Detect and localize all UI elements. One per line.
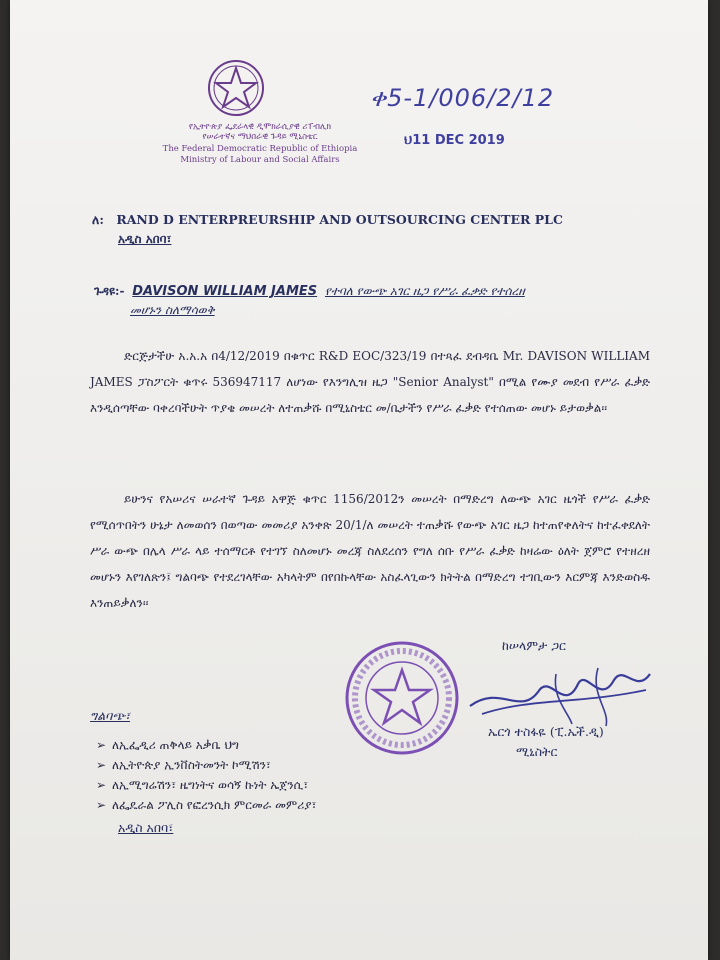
letter-date: ህ11 DEC 2019 <box>404 133 505 148</box>
cc-item: ➢ ለኢሚግሬሽን፣ ዜግነትና ወሳኝ ኩነት ኤጀንሲ፣ <box>96 778 309 792</box>
arrow-right-icon: ➢ <box>96 758 107 772</box>
cc-label: ግልባጭ፣ <box>90 708 131 723</box>
subject-line-2: መሆኑን ስለማሳወቅ <box>130 303 215 317</box>
addressee-company: RAND D ENTERPREURSHIP AND OUTSOURCING CENTER PLC <box>116 212 563 227</box>
cc-city: አዲስ አበባ፣ <box>118 820 174 835</box>
cc-item: ➢ ለኢትዮጵያ ኢንቨስትመንት ኮሚሽን፣ <box>96 758 271 772</box>
signatory-name: ኤርጎ ተስፋዬ (ፒ.ኤች.ዲ) <box>488 724 604 739</box>
arrow-right-icon: ➢ <box>96 798 107 812</box>
cc-item: ➢ ለፌዴራል ፖሊስ የፎረንሲክ ምርመራ መምሪያ፣ <box>96 798 317 812</box>
body-paragraph-1: ድርጅታችሁ አ.አ.አ በ4/12/2019 በቁጥር R&D EOC/323/19 በተጻፈ ደብዳቤ Mr. DAVISON WILLIAM JAMES ፓስፖርት ቁጥሩ 536947117 ለሆነው የእንግሊዝ ዜጋ "Senior Analyst" በሚል የሙያ መደብ የሥራ ፈቃድ እንዲሰጣቸው ባቀረባችሁት ጥያቄ መሠረት ለተጠቃሹ በሚኒስቴር መ/ቤታችን የሥራ ፈቃድ የተሰጠው መሆኑ ይታወቃል፡፡ <box>90 349 650 415</box>
subject-text-1: የተባለ የውጭ አገር ዜጋ የሥራ ፈቃድ የተሰረዘ <box>324 284 525 298</box>
ministry-english-1: The Federal Democratic Republic of Ethiopia <box>162 144 358 154</box>
closing-regards: ከሠላምታ ጋር <box>502 638 566 653</box>
addressee-city: አዲስ አበባ፣ <box>118 232 172 246</box>
arrow-right-icon: ➢ <box>96 778 107 792</box>
official-seal-icon <box>342 638 462 758</box>
addressee-line <box>92 212 563 228</box>
signatory-title: ሚኒስትር <box>516 744 558 759</box>
letter-page <box>10 0 708 960</box>
body-paragraph-2: ይሁንና የአሠሪና ሠራተኛ ጉዳይ አዋጅ ቁጥር 1156/2012ን መሠረት በማድረግ ለውጭ አገር ዜጎች የሥራ ፈቃድ የሚሰጥበትን ሁኔታ ለመወሰን በወጣው መመሪያ አንቀጽ 20/1/ለ መሠረት ተጠቃሹ የውጭ አገር ዜጋ ከተጠየቀለትና ከተፈቀደለት ሥራ ውጭ በሌላ ሥራ ላይ ተሰማርቶ የተገኘ ስለመሆኑ መረጃ ስለደረሰን የግለ ሰቡ የሥራ ፈቃድ ከዛሬው ዕለት ጀምሮ የተዘረዘ መሆኑን እየገለጽን፤ ግልባጭ የተደረገላቸው አካላትም በየበኩላቸው አስፈላጊውን ክትትል በማድረግ ተገቢውን እርምጃ እንድወስዱ እንጠይቃለን፡፡ <box>90 492 650 610</box>
ministry-amharic-1: የኢትዮጵያ ፌደራላዊ ዲሞክራሲያዊ ሪፐብሊክ <box>188 122 332 132</box>
subject-label: ጉዳዩ:- <box>94 284 125 298</box>
subject-line-1 <box>94 284 525 299</box>
to-label: ለ: <box>92 212 104 227</box>
ministry-amharic-2: የሠራተኛና ማህበራዊ ጉዳይ ሚኒስቴር <box>202 132 318 142</box>
subject-name: DAVISON WILLIAM JAMES <box>132 284 318 299</box>
ministry-english-2: Ministry of Labour and Social Affairs <box>180 155 340 165</box>
signature-icon <box>460 654 660 734</box>
reference-number: ቀ5-1/006/2/12 <box>370 84 555 112</box>
cc-item: ➢ ለኢፌዲሪ ጠቅላይ አቃቤ ህግ <box>96 738 239 752</box>
ethiopia-emblem-icon <box>206 58 266 118</box>
arrow-right-icon: ➢ <box>96 738 107 752</box>
